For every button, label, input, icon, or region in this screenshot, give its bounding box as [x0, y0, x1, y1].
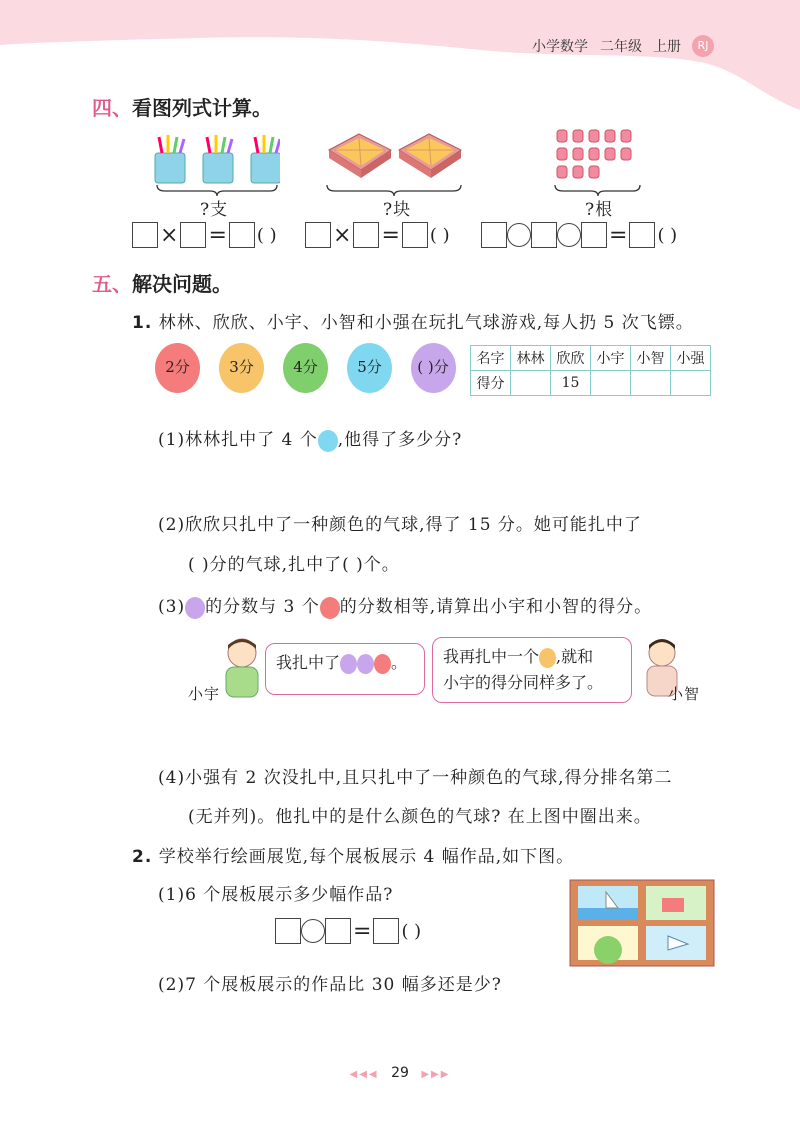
- yellow-balloon-icon: [539, 648, 556, 668]
- header-grade: 二年级: [600, 39, 642, 55]
- answer-box[interactable]: [629, 222, 655, 248]
- score-cell[interactable]: [511, 371, 551, 396]
- q1-part1: (1)林林扎中了 4 个 ,他得了多少分?: [158, 430, 463, 450]
- operator-circle[interactable]: [557, 223, 581, 247]
- score-cell[interactable]: [591, 371, 631, 396]
- answer-box[interactable]: [353, 222, 379, 248]
- equation-2: × = ( ): [305, 222, 450, 248]
- q2-part1: (1)6 个展板展示多少幅作品?: [158, 885, 394, 905]
- boy-xiaoyu-icon: [218, 635, 268, 700]
- q1-part4-line2: (无并列)。他扎中的是什么颜色的气球? 在上图中圈出来。: [188, 807, 652, 827]
- answer-box[interactable]: [402, 222, 428, 248]
- answer-box[interactable]: [373, 918, 399, 944]
- q1-part3: (3) 的分数与 3 个 的分数相等,请算出小宇和小智的得分。: [158, 597, 653, 617]
- answer-box[interactable]: [531, 222, 557, 248]
- answer-box[interactable]: [305, 222, 331, 248]
- score-table: 名字 林林 欣欣 小宇 小智 小强 得分 15: [470, 345, 711, 396]
- header-volume: 上册: [653, 39, 681, 55]
- balloon-row: 2分 3分 4分 5分 ( )分: [155, 343, 455, 408]
- purple-balloon-icon: [340, 654, 357, 674]
- score-cell[interactable]: [671, 371, 711, 396]
- header-badge: RJ: [692, 35, 714, 57]
- answer-box[interactable]: [275, 918, 301, 944]
- score-cell[interactable]: [631, 371, 671, 396]
- page-footer: ◀◀◀ 29 ▶▶▶: [349, 1065, 451, 1081]
- popsicles-image: [555, 128, 645, 188]
- answer-box[interactable]: [481, 222, 507, 248]
- answer-box[interactable]: [325, 918, 351, 944]
- blue-balloon-icon: [318, 430, 338, 452]
- header-subject: 小学数学: [532, 39, 588, 55]
- name-xiaozhi: 小智: [668, 685, 701, 703]
- q1-part2-line2: ( )分的气球,扎中了( )个。: [188, 555, 400, 575]
- purple-balloon-icon: [185, 597, 205, 619]
- speech-bubble-right: 我再扎中一个 ,就和 小宇的得分同样多了。: [432, 637, 632, 703]
- display-board-image: [568, 878, 716, 968]
- speech-bubble-left: 我扎中了 。: [265, 643, 425, 695]
- answer-box[interactable]: [180, 222, 206, 248]
- section5-title: 五、解决问题。: [92, 272, 232, 296]
- answer-box[interactable]: [229, 222, 255, 248]
- label-cakes: ?块: [383, 200, 412, 220]
- q2-equation: = ( ): [275, 918, 421, 944]
- purple-balloon-icon: [357, 654, 374, 674]
- q2-text: 2. 学校举行绘画展览,每个展板展示 4 幅作品,如下图。: [132, 847, 575, 867]
- q1-part2-line1: (2)欣欣只扎中了一种颜色的气球,得了 15 分。她可能扎中了: [158, 515, 642, 535]
- red-balloon-icon: [320, 597, 340, 619]
- q1-part4-line1: (4)小强有 2 次没扎中,且只扎中了一种颜色的气球,得分排名第二: [158, 768, 673, 788]
- operator-circle[interactable]: [507, 223, 531, 247]
- equation-1: × = ( ): [132, 222, 277, 248]
- label-pencils: ?支: [200, 200, 229, 220]
- red-balloon-icon: [374, 654, 391, 674]
- answer-box[interactable]: [581, 222, 607, 248]
- q2-part2: (2)7 个展板展示的作品比 30 幅多还是少?: [158, 975, 502, 995]
- page-number: 29: [391, 1065, 409, 1081]
- score-cell[interactable]: 15: [551, 371, 591, 396]
- q1-text: 1. 林林、欣欣、小宇、小智和小强在玩扎气球游戏,每人扔 5 次飞镖。: [132, 313, 694, 333]
- answer-box[interactable]: [132, 222, 158, 248]
- section4-title: 四、看图列式计算。: [92, 96, 272, 120]
- equation-3: = ( ): [481, 222, 677, 248]
- name-xiaoyu: 小宇: [188, 685, 221, 703]
- operator-circle[interactable]: [301, 919, 325, 943]
- cake-boxes-image: [325, 130, 465, 185]
- label-popsicles: ?根: [585, 200, 614, 220]
